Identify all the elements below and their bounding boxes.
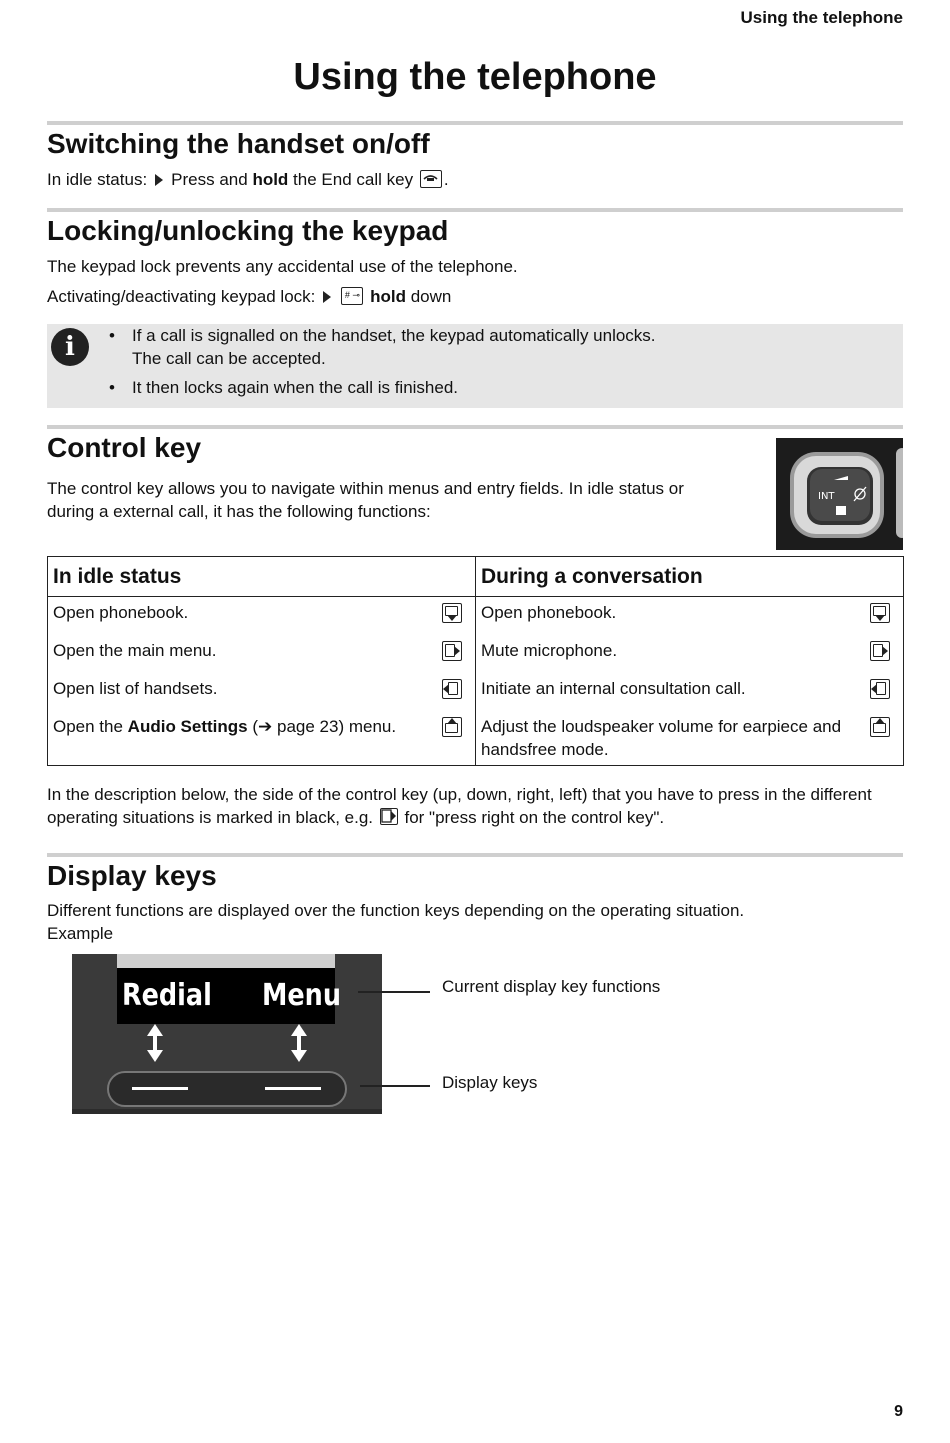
- step-arrow-icon: [323, 291, 331, 303]
- display-keys-photo: [72, 954, 382, 1114]
- control-up-icon: [870, 717, 890, 737]
- heading-control-key: Control key: [47, 432, 202, 463]
- control-right-icon: [380, 808, 398, 825]
- control-right-icon: [870, 641, 890, 661]
- keypad-description: The keypad lock prevents any accidental use of the telephone.: [47, 257, 518, 276]
- info-note: [47, 324, 903, 408]
- header-idle: In idle status: [48, 557, 476, 597]
- table-cell: Adjust the loudspeaker volume for earpiece and handsfree mode.: [481, 715, 898, 765]
- info-icon: i: [51, 328, 89, 366]
- table-cell: Open phonebook.: [53, 601, 470, 639]
- control-right-icon: [442, 641, 462, 661]
- section-rule: [47, 853, 903, 857]
- callout-line: [360, 1085, 430, 1087]
- section-rule: [47, 208, 903, 212]
- int-label: INT: [818, 491, 835, 502]
- display-label-redial: Redial: [122, 978, 212, 1013]
- heading-keypad-lock: Locking/unlocking the keypad: [47, 215, 449, 246]
- table-cell: Open the main menu.: [53, 639, 470, 677]
- table-cell: Open the Audio Settings (➔ page 23) menu.: [53, 715, 470, 765]
- control-down-icon: [870, 603, 890, 623]
- note-item: • If a call is signalled on the handset, the keypad automatically unlocks. The call can be accepted.: [109, 324, 656, 370]
- heading-switching-onoff: Switching the handset on/off: [47, 128, 430, 159]
- control-down-icon: [442, 603, 462, 623]
- callout-display-keys: Display keys: [442, 1073, 538, 1092]
- step-arrow-icon: [155, 174, 163, 186]
- control-up-icon: [442, 717, 462, 737]
- note-list: [109, 324, 656, 399]
- note-item: • It then locks again when the call is finished.: [109, 376, 656, 399]
- hash-key-icon: # ⊸: [341, 287, 363, 305]
- control-key-note: In the description below, the side of the control key (up, down, right, left) that you have to press in the different operating situations is marked in black, e.g. for "press right on the control key".: [47, 785, 872, 827]
- end-call-key-icon: [420, 170, 442, 188]
- page-ref-arrow-icon: ➔: [258, 717, 273, 736]
- table-cell: Mute microphone.: [481, 639, 898, 677]
- keypad-instruction: Activating/deactivating keypad lock: # ⊸ hold down: [47, 287, 452, 306]
- running-head: Using the telephone: [740, 8, 903, 27]
- callout-display-functions: Current display key functions: [442, 977, 661, 996]
- table-cell: Initiate an internal consultation call.: [481, 677, 898, 715]
- header-conversation: During a conversation: [476, 557, 904, 597]
- table-cell: Open phonebook.: [481, 601, 898, 639]
- control-left-icon: [442, 679, 462, 699]
- table-cell: Open list of handsets.: [53, 677, 470, 715]
- control-key-table: [47, 556, 904, 766]
- control-key-description: The control key allows you to navigate within menus and entry fields. In idle status or during a external call, it has the following functions:: [47, 479, 684, 521]
- heading-display-keys: Display keys: [47, 860, 217, 891]
- display-keys-description: Different functions are displayed over the function keys depending on the operating situation. Example: [47, 901, 745, 943]
- section-rule: [47, 121, 903, 125]
- display-keys-illustration: [72, 954, 382, 1114]
- section-rule: [47, 425, 903, 429]
- control-key-photo: [776, 438, 903, 550]
- onoff-instruction: In idle status: Press and hold the End call key .: [47, 170, 449, 189]
- page-number: 9: [894, 1403, 903, 1420]
- callout-line: [358, 991, 430, 993]
- control-left-icon: [870, 679, 890, 699]
- display-label-menu: Menu: [262, 978, 341, 1013]
- page-title: Using the telephone: [293, 56, 657, 98]
